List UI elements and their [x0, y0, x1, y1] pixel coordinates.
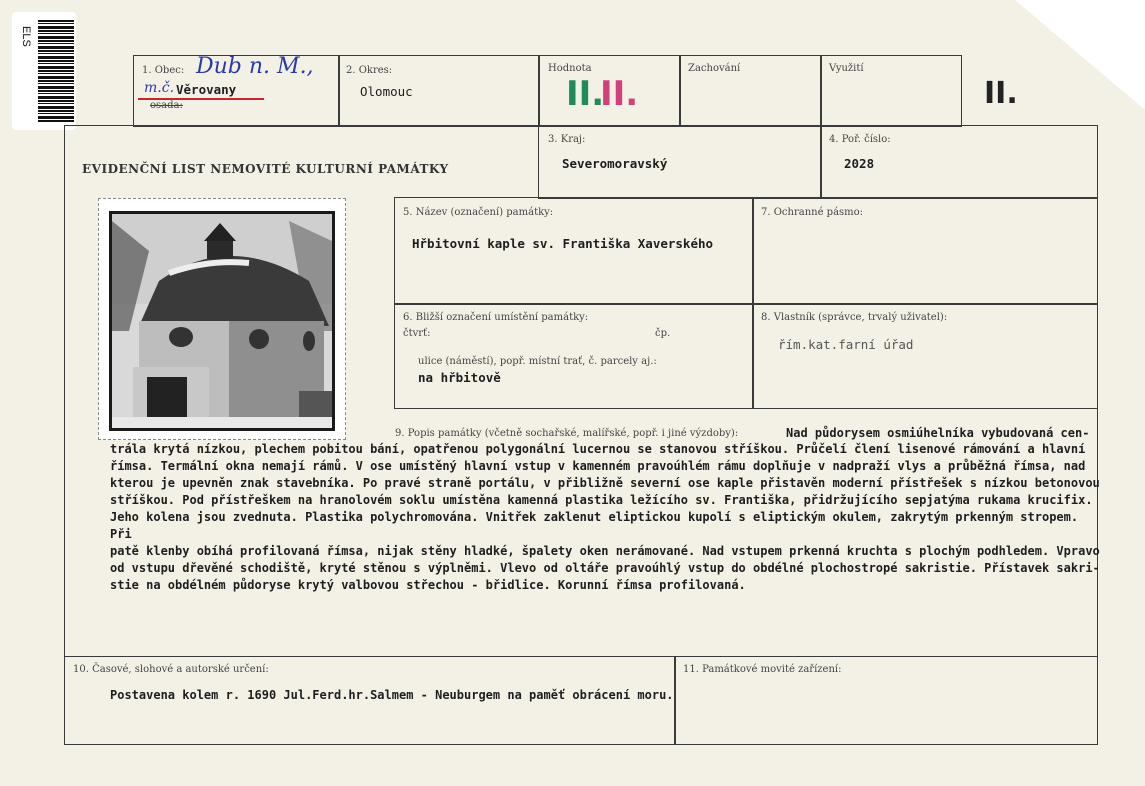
- page-title: EVIDENČNÍ LIST NEMOVITÉ KULTURNÍ PAMÁTKY: [82, 162, 449, 176]
- nazev-label: 5. Název (označení) památky:: [403, 207, 554, 218]
- okres-label: 2. Okres:: [346, 65, 393, 76]
- obec-label: 1. Obec:: [142, 65, 185, 76]
- obec-handwritten-mc: m.č.: [144, 80, 175, 96]
- casove-label: 10. Časové, slohové a autorské určení:: [73, 664, 269, 675]
- ochranne-label: 7. Ochranné pásmo:: [761, 207, 864, 218]
- chapel-photo-image: [109, 211, 335, 431]
- class-value: II.: [984, 76, 1018, 111]
- chapel-photo: [98, 198, 346, 440]
- popis-line: od vstupu dřevěné schodiště, kryté stěnou s výplněmi. Vlevo od oltáře pravoúhlý vstup do obdélné plochostropé sakristie. Přístavek sakri-: [110, 561, 1100, 575]
- cp-label: čp.: [655, 328, 671, 339]
- hodnota-label: Hodnota: [548, 63, 592, 74]
- umisteni-value: na hřbitově: [418, 370, 501, 385]
- osada-label: osada:: [150, 100, 183, 111]
- popis-line: stříškou. Pod přístřeškem na hranolovém soklu umístěna kamenná plastika ležícího sv. Františka, přidržujícího sepjatýma rukama krucifix.: [110, 493, 1093, 507]
- popis-line: patě klenby obíhá profilovaná římsa, nijak stěny hladké, špalety oken nerámované. Nad vstupem prkenná kruchta s plochým podhledem. Vpravo: [110, 544, 1100, 558]
- movite-label: 11. Památkové movité zařízení:: [683, 664, 842, 675]
- popis-line: kterou je upevněn znak stavebníka. Po pravé straně portálu, v přibližně severní ose kaple přistavěn moderní přístřešek s nízkou betonovou: [110, 476, 1100, 490]
- kraj-label: 3. Kraj:: [548, 134, 586, 145]
- hodnota-red: II.: [600, 74, 639, 114]
- vlastnik-label: 8. Vlastník (správce, trvalý uživatel):: [761, 312, 948, 323]
- nazev-value: Hřbitovní kaple sv. Františka Xaverského: [412, 236, 714, 251]
- vyuziti-label: Využití: [829, 63, 864, 74]
- obec-value: Věrovany: [176, 82, 237, 97]
- hodnota-green: II.: [566, 74, 605, 114]
- por-cislo-value: 2028: [844, 156, 875, 171]
- ulice-label: ulice (náměstí), popř. místní trať, č. parcely aj.:: [418, 356, 657, 367]
- popis-text: [110, 441, 1102, 594]
- popis-line: stie na obdélném půdoryse krytý valbovou střechou - břidlice. Korunní římsa profilovaná.: [110, 578, 746, 592]
- popis-line: římsa. Termální okna nemají rámů. V ose umístěný hlavní vstup v kamenném pravoúhlém rámu doplňuje v nadpraží vlys a průběžná římsa, nad: [110, 459, 1086, 473]
- casove-value: Postavena kolem r. 1690 Jul.Ferd.hr.Salmem - Neuburgem na paměť obrácení moru.: [110, 688, 674, 702]
- umisteni-label: 6. Bližší označení umístění památky:: [403, 312, 589, 323]
- por-cislo-label: 4. Poř. číslo:: [829, 134, 891, 145]
- obec-handwritten: Dub n. M.,: [196, 54, 314, 79]
- zachovani-label: Zachování: [688, 63, 741, 74]
- photo-number: 2: [252, 201, 258, 212]
- okres-value: Olomouc: [360, 84, 413, 99]
- ctvrt-label: čtvrť:: [403, 328, 431, 339]
- cut-corner: [1015, 0, 1145, 110]
- popis-line-first: Nad půdorysem osmiúhelníka vybudovaná cen-: [786, 426, 1090, 440]
- barcode-sticker: [12, 12, 76, 130]
- popis-line: trála krytá nízkou, plechem pobitou bání, opatřenou polygonální lucernou se stanovou stříškou. Průčelí člení lisenové rámování a hlavní: [110, 442, 1086, 456]
- barcode-text: ELS: [20, 26, 32, 47]
- popis-line: Jeho kolena jsou zvednuta. Plastika polychromována. Vnitřek zaklenut eliptickou kupolí s eliptickým okulem, zakrytým prkenným stropem. Při: [110, 510, 1079, 541]
- vlastnik-value: řím.kat.farní úřad: [778, 337, 914, 352]
- kraj-value: Severomoravský: [562, 156, 668, 171]
- barcode-icon: [38, 20, 74, 122]
- popis-label: 9. Popis památky (včetně sochařské, malířské, popř. i jiné výzdoby):: [395, 428, 739, 439]
